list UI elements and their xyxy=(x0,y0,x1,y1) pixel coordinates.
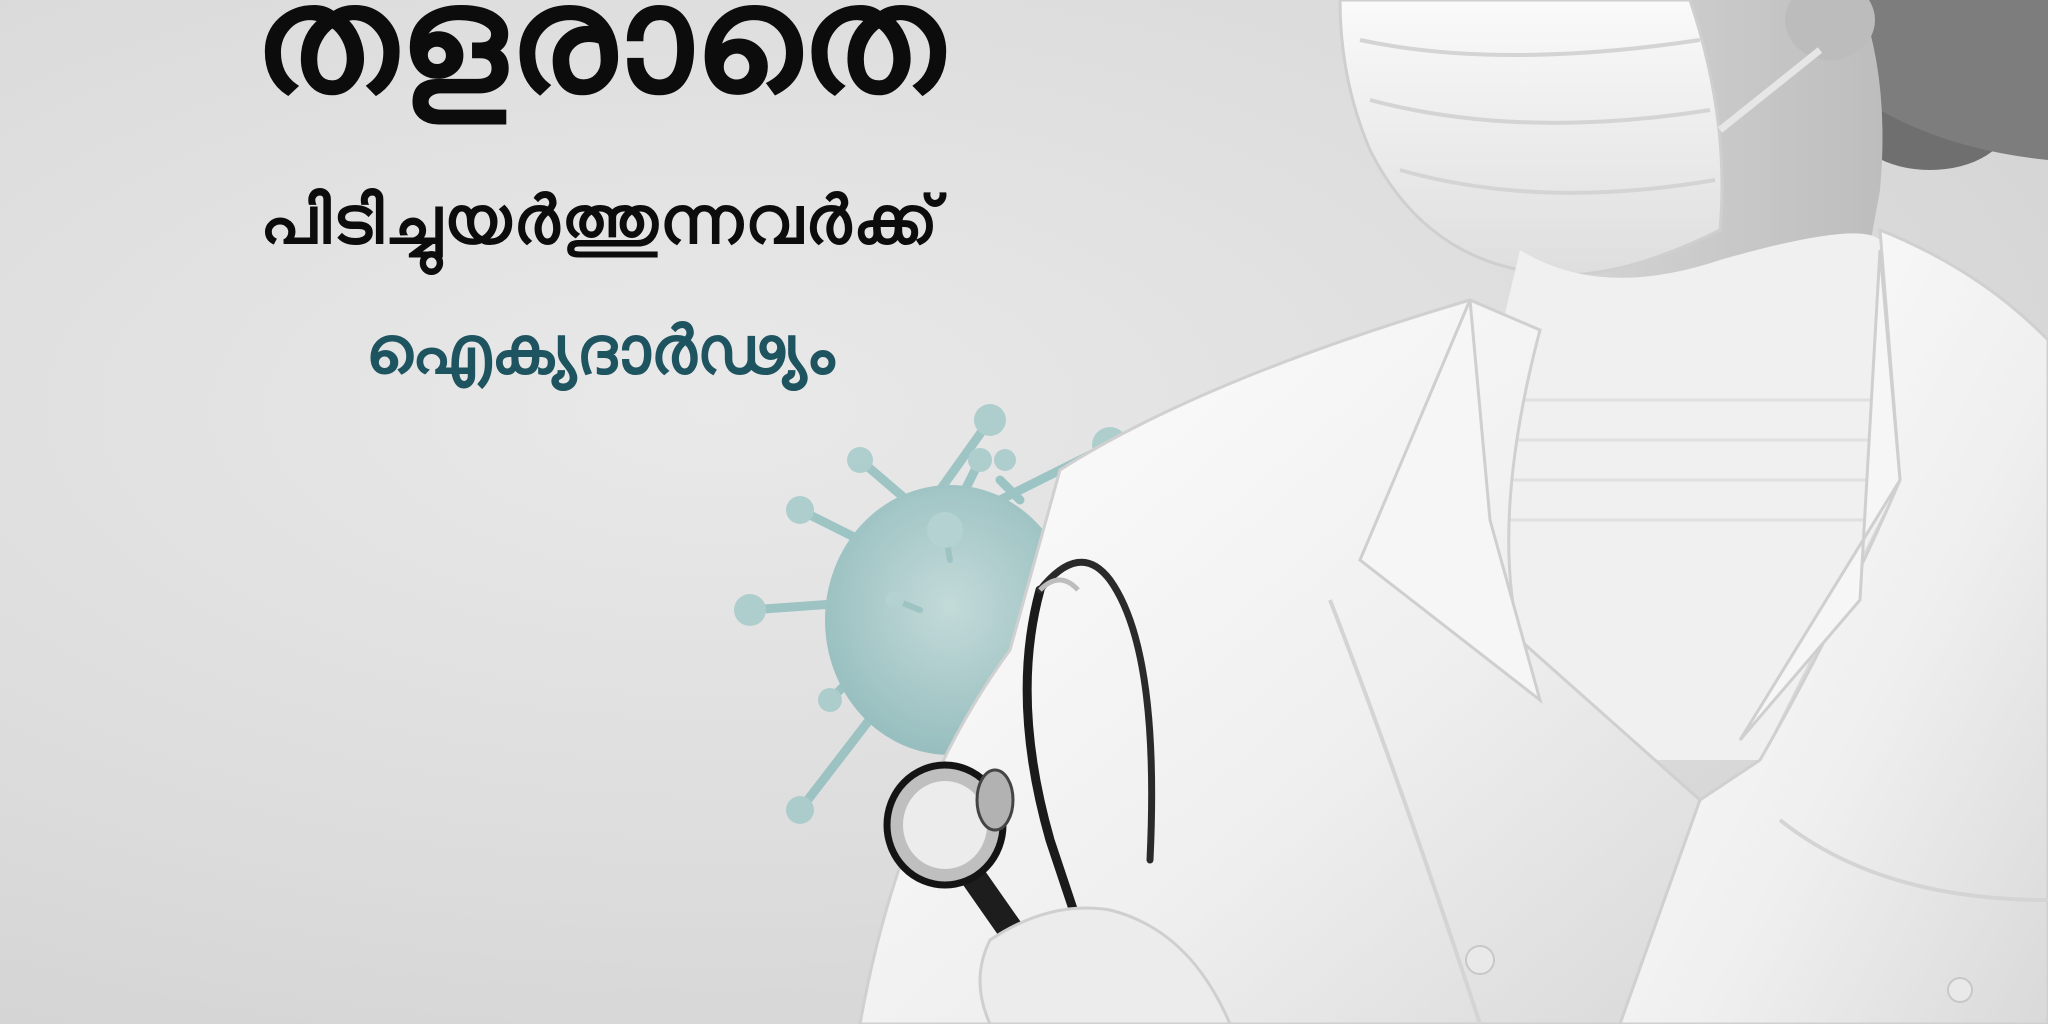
headline-sub: പിടിച്ചുയർത്തുന്നവർക്ക് xyxy=(260,182,940,259)
coat-button xyxy=(1466,946,1494,974)
tagline-solidarity: ഐക്യദാർഢ്യം xyxy=(365,312,835,389)
headline-main: തളരാതെ xyxy=(254,0,946,127)
coat-button xyxy=(1948,978,1972,1002)
